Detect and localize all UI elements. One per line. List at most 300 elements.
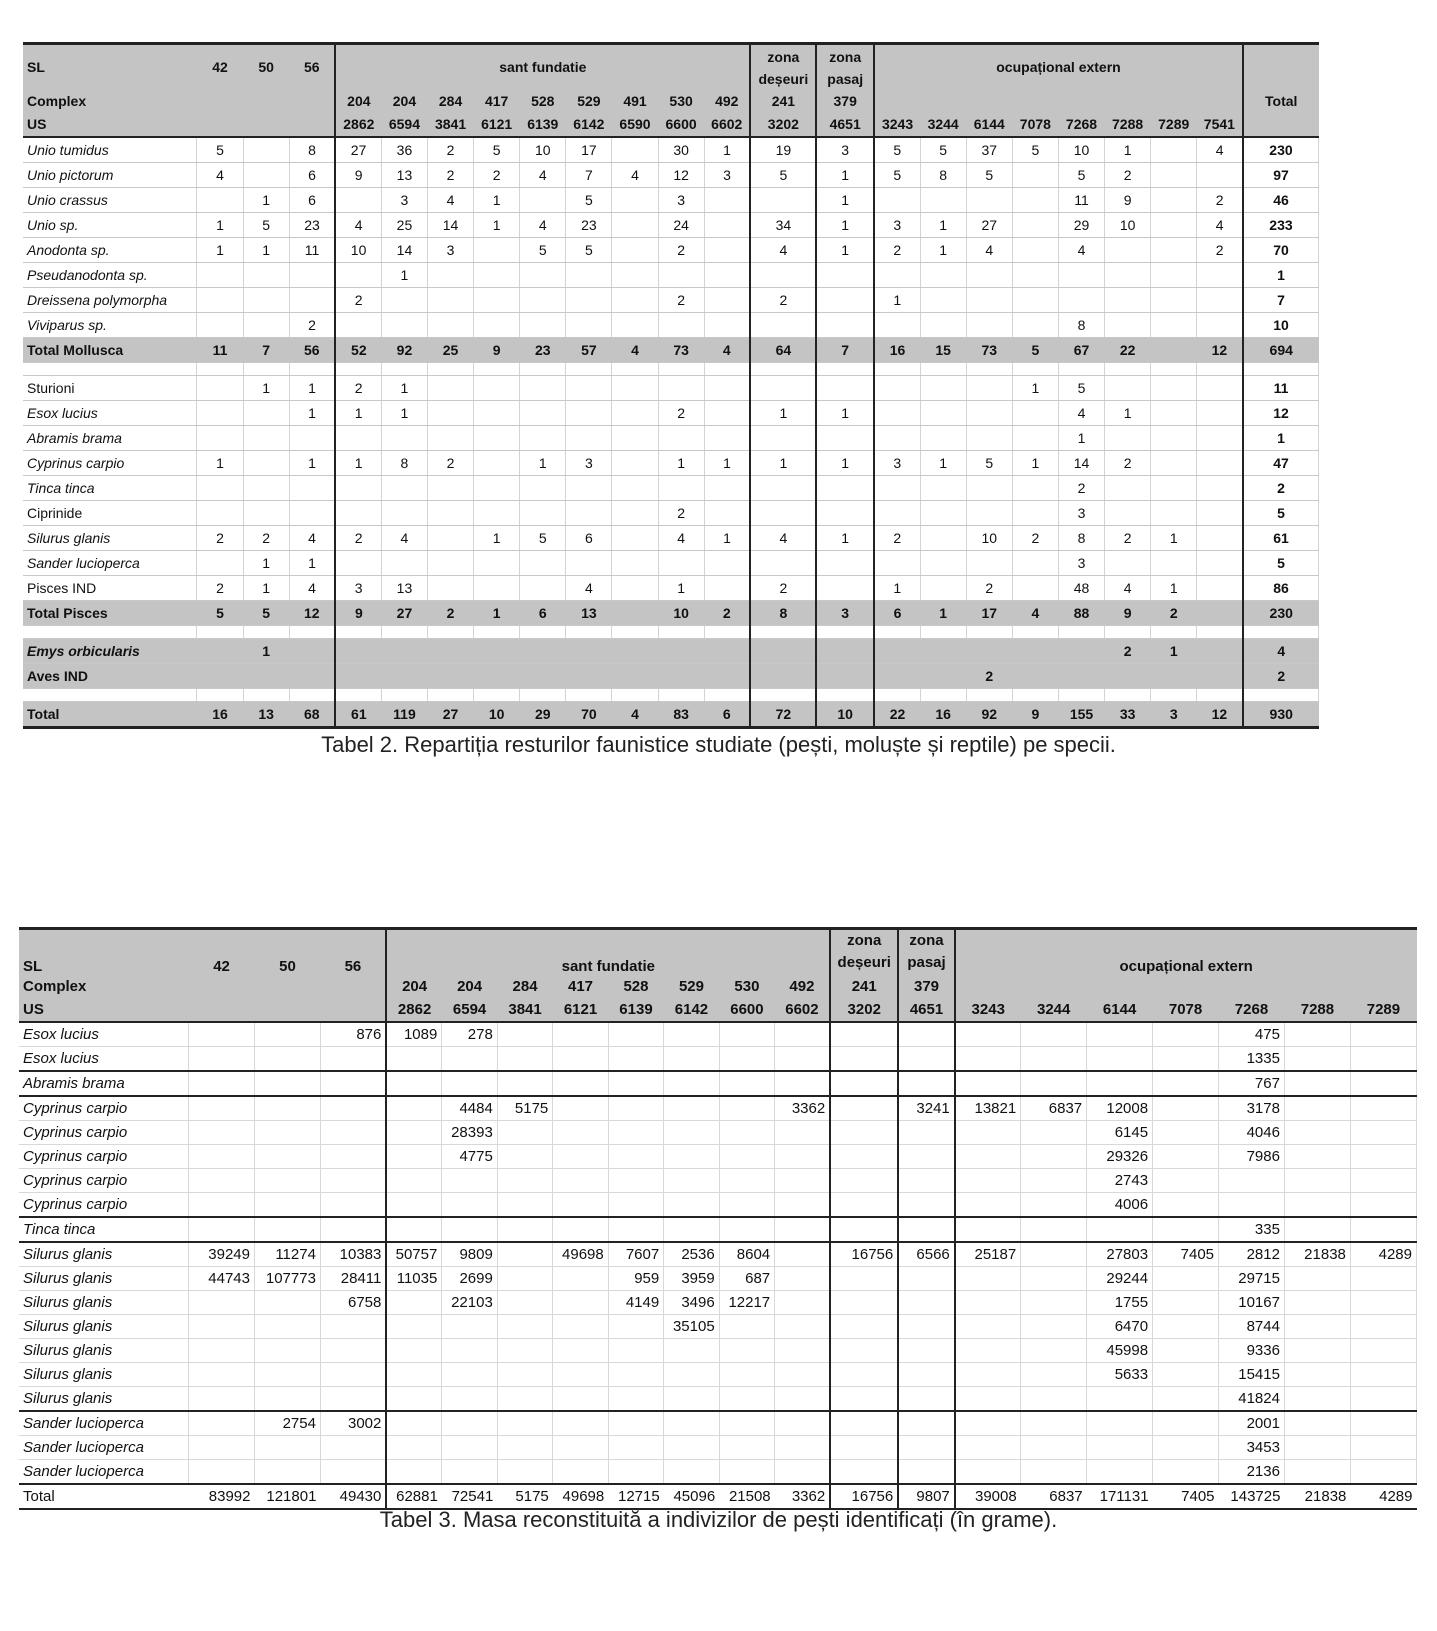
t2-empty xyxy=(474,362,520,375)
t2-empty xyxy=(428,625,474,638)
t3-row-cell xyxy=(608,1168,663,1192)
t2-empty xyxy=(1012,688,1058,701)
t2-row-cell xyxy=(197,287,243,312)
t3-row-cell xyxy=(719,1362,774,1386)
t3-row xyxy=(19,1217,1417,1242)
t2-row-cell xyxy=(1151,475,1197,500)
t2-row-cell: 1 xyxy=(658,575,704,600)
t3-row-cell: 1755 xyxy=(1087,1290,1153,1314)
t3-row-cell xyxy=(1284,1046,1350,1071)
t3-row-cell xyxy=(608,1192,663,1217)
t2-row-cell xyxy=(520,400,566,425)
t2-row-cell xyxy=(428,375,474,400)
t3-row-cell: 9336 xyxy=(1219,1338,1285,1362)
t3-sl-col: 42 xyxy=(189,929,255,975)
t2-row-cell: 1 xyxy=(816,525,874,550)
t2-row-cell: 1 xyxy=(1151,638,1197,663)
t3-sl-col: 50 xyxy=(255,929,321,975)
t2-row-cell: 16 xyxy=(920,701,966,727)
t2-row-cell xyxy=(1058,287,1104,312)
t2-row-cell xyxy=(704,500,750,525)
t3-row-cell xyxy=(386,1096,441,1121)
t2-row-cell: 23 xyxy=(520,337,566,362)
t3-row-cell xyxy=(320,1338,386,1362)
t2-row-cell xyxy=(520,500,566,525)
t3-row-cell xyxy=(1087,1435,1153,1459)
t2-total-label: Total xyxy=(1243,90,1319,113)
t3-row-cell xyxy=(1087,1046,1153,1071)
t3-row-cell xyxy=(1350,1362,1416,1386)
t2-row-cell: 1 xyxy=(816,187,874,212)
t2-row-cell xyxy=(1197,425,1243,450)
t2-row-cell: 14 xyxy=(1058,450,1104,475)
t3-row-cell xyxy=(497,1411,552,1436)
t2-empty xyxy=(816,362,874,375)
t2-row-cell xyxy=(1012,312,1058,337)
t2-row-cell xyxy=(289,262,335,287)
t3-row-cell xyxy=(1021,1362,1087,1386)
t3-row-cell xyxy=(1350,1314,1416,1338)
t3-row-cell xyxy=(1153,1192,1219,1217)
t2-row-cell: 25 xyxy=(381,212,427,237)
t2-empty xyxy=(474,688,520,701)
t3-row-cell xyxy=(1350,1071,1416,1096)
t2-row-cell xyxy=(197,425,243,450)
t2-row-cell: 3 xyxy=(816,137,874,163)
t2-row-cell: 1 xyxy=(816,237,874,262)
t3-row-cell xyxy=(830,1096,898,1121)
t2-spacer-row xyxy=(23,688,1319,701)
t3-row-cell xyxy=(830,1071,898,1096)
t2-row-cell xyxy=(1151,162,1197,187)
t2-row-cell xyxy=(704,638,750,663)
t2-row-cell: 930 xyxy=(1243,701,1319,727)
t2-row-cell: 8 xyxy=(750,600,816,625)
t3-row-cell xyxy=(189,1071,255,1096)
t3-row-cell xyxy=(775,1217,831,1242)
t2-row-cell: 1 xyxy=(920,237,966,262)
t2-row-cell xyxy=(1105,237,1151,262)
t2-row xyxy=(23,287,1319,312)
t3-row-cell: 11274 xyxy=(255,1242,321,1267)
t2-row-cell: 2 xyxy=(1012,525,1058,550)
t2-row-cell xyxy=(1012,162,1058,187)
t3-row-cell xyxy=(497,1242,552,1267)
t2-row-cell xyxy=(612,287,658,312)
t2-row-cell: 12 xyxy=(1243,400,1319,425)
t3-row-cell xyxy=(830,1217,898,1242)
t3-us-col: 7078 xyxy=(1153,998,1219,1022)
t2-row-cell xyxy=(474,663,520,688)
t2-row-name: Unio tumidus xyxy=(23,137,197,163)
t2-row-cell: 86 xyxy=(1243,575,1319,600)
t2-row-cell xyxy=(335,550,381,575)
t2-row-cell xyxy=(704,375,750,400)
t3-row-cell xyxy=(1284,1386,1350,1411)
t3-row-cell xyxy=(442,1459,497,1484)
t2-row-cell: 4 xyxy=(1012,600,1058,625)
t3-row-cell: 3362 xyxy=(775,1096,831,1121)
t2-row-cell xyxy=(289,425,335,450)
t2-row-cell: 5 xyxy=(243,600,289,625)
t3-row-cell: 2754 xyxy=(255,1411,321,1436)
t3-us-col: 6144 xyxy=(1087,998,1153,1022)
t2-empty xyxy=(966,688,1012,701)
t3-row-cell xyxy=(608,1386,663,1411)
t2-complex-col: 529 xyxy=(566,90,612,113)
t2-row-cell xyxy=(750,425,816,450)
t2-row-cell: 11 xyxy=(1243,375,1319,400)
t3-row-name: Sander lucioperca xyxy=(19,1459,189,1484)
t3-row-cell xyxy=(898,1266,955,1290)
t2-row-cell: 2 xyxy=(1105,450,1151,475)
t2-row-cell xyxy=(474,237,520,262)
t2-row-cell xyxy=(1012,575,1058,600)
t3-complex-col: 204 xyxy=(442,975,497,998)
t2-row-cell: 2 xyxy=(750,287,816,312)
t2-row-cell: 47 xyxy=(1243,450,1319,475)
t3-row-cell xyxy=(386,1046,441,1071)
t3-row-cell xyxy=(189,1411,255,1436)
t3-row-cell xyxy=(1153,1217,1219,1242)
t2-row-cell xyxy=(1197,638,1243,663)
t2-row-cell xyxy=(920,475,966,500)
t2-row-name: Sander lucioperca xyxy=(23,550,197,575)
t2-row-cell xyxy=(197,638,243,663)
t3-row-cell xyxy=(497,1314,552,1338)
t2-row-cell: 22 xyxy=(874,701,920,727)
t2-row-name: Viviparus sp. xyxy=(23,312,197,337)
t2-row-name: Total xyxy=(23,701,197,727)
t2-row-cell xyxy=(1197,575,1243,600)
t2-empty xyxy=(197,113,243,137)
t2-row-cell: 3 xyxy=(381,187,427,212)
t3-row-cell xyxy=(386,1071,441,1096)
t2-row-cell xyxy=(966,287,1012,312)
t2-row-cell: 1 xyxy=(289,450,335,475)
t2-us-col: 7289 xyxy=(1151,113,1197,137)
t3-row-cell xyxy=(1021,1144,1087,1168)
t2-us-col: 6121 xyxy=(474,113,520,137)
t3-row-cell xyxy=(497,1144,552,1168)
t2-empty xyxy=(1012,625,1058,638)
t2-row-cell xyxy=(816,550,874,575)
t3-row-cell: 7986 xyxy=(1219,1144,1285,1168)
t2-row-cell: 2 xyxy=(658,500,704,525)
t3-us-label: US xyxy=(19,998,189,1022)
t2-row-cell xyxy=(197,550,243,575)
t2-empty xyxy=(966,362,1012,375)
t2-row-cell xyxy=(1151,425,1197,450)
t2-row-cell: 2 xyxy=(658,400,704,425)
t3-row-cell xyxy=(189,1144,255,1168)
t2-row-cell: 1 xyxy=(289,375,335,400)
t2-empty xyxy=(750,362,816,375)
t2-row-cell: 13 xyxy=(381,575,427,600)
t3-row-cell: 2001 xyxy=(1219,1411,1285,1436)
t2-row-cell xyxy=(874,500,920,525)
t3-row-cell xyxy=(1153,1362,1219,1386)
t2-row-cell xyxy=(750,475,816,500)
t2-row-cell xyxy=(1012,475,1058,500)
t2-row-cell: 1 xyxy=(1243,425,1319,450)
t3-row-cell: 21838 xyxy=(1284,1242,1350,1267)
t3-row-cell xyxy=(497,1046,552,1071)
t2-empty xyxy=(197,625,243,638)
t2-row-cell: 1 xyxy=(704,525,750,550)
t3-row-cell xyxy=(898,1046,955,1071)
t3-row-cell xyxy=(553,1022,608,1047)
t2-row-cell xyxy=(566,262,612,287)
t2-row-cell: 11 xyxy=(1058,187,1104,212)
t2-row-cell xyxy=(1197,262,1243,287)
t3-row-cell xyxy=(608,1459,663,1484)
t3-row-cell: 83992 xyxy=(189,1484,255,1509)
t2-row-cell: 4 xyxy=(612,701,658,727)
t2-row-cell xyxy=(197,663,243,688)
t3-row-cell: 22103 xyxy=(442,1290,497,1314)
t3-row-cell xyxy=(608,1411,663,1436)
t2-row-cell: 1 xyxy=(750,400,816,425)
t2-row-cell xyxy=(1012,400,1058,425)
t3-row-cell: 12715 xyxy=(608,1484,663,1509)
t3-row-cell xyxy=(955,1022,1021,1047)
t2-row-cell: 1 xyxy=(381,262,427,287)
t2-empty xyxy=(1197,362,1243,375)
t2-row-cell: 1 xyxy=(381,375,427,400)
t2-row-cell: 7 xyxy=(243,337,289,362)
t3-row-cell xyxy=(608,1435,663,1459)
t2-row-cell xyxy=(1151,500,1197,525)
t2-row-cell xyxy=(750,550,816,575)
t2-row xyxy=(23,187,1319,212)
t2-row-cell xyxy=(381,663,427,688)
t2-complex-col: 491 xyxy=(612,90,658,113)
t3-row-cell xyxy=(664,1386,719,1411)
t2-row-cell xyxy=(658,312,704,337)
t2-row-cell xyxy=(658,663,704,688)
t2-row-name: Sturioni xyxy=(23,375,197,400)
t2-row-cell: 12 xyxy=(658,162,704,187)
t2-us-col: 3202 xyxy=(750,113,816,137)
t2-row-cell: 1 xyxy=(1012,375,1058,400)
t2-row-cell: 1 xyxy=(474,212,520,237)
t3-row-cell xyxy=(442,1386,497,1411)
t3-row-cell xyxy=(1350,1192,1416,1217)
t2-row-cell: 1 xyxy=(1151,575,1197,600)
t2-empty xyxy=(335,688,381,701)
t3-row-cell xyxy=(255,1217,321,1242)
t2-row-cell xyxy=(566,375,612,400)
t2-row-cell: 2 xyxy=(1058,475,1104,500)
t3-row-cell: 39249 xyxy=(189,1242,255,1267)
t2-row-cell xyxy=(704,575,750,600)
t3-row-cell xyxy=(497,1071,552,1096)
t2-row-cell: 64 xyxy=(750,337,816,362)
t2-row-name: Unio sp. xyxy=(23,212,197,237)
t2-row-cell xyxy=(566,475,612,500)
t3-complex-col: 284 xyxy=(497,975,552,998)
t2-row-cell: 72 xyxy=(750,701,816,727)
t2-row-cell xyxy=(920,575,966,600)
t3-row-cell: 6566 xyxy=(898,1242,955,1267)
t2-row-cell: 8 xyxy=(289,137,335,163)
t3-row-cell xyxy=(1284,1144,1350,1168)
t3-row-cell xyxy=(830,1459,898,1484)
t2-row-cell xyxy=(1012,187,1058,212)
t2-row-cell xyxy=(335,187,381,212)
t2-row-cell: 1 xyxy=(1058,425,1104,450)
t2-row-cell xyxy=(612,575,658,600)
t2-row-cell xyxy=(566,287,612,312)
t2-row-cell xyxy=(1197,550,1243,575)
t2-row-cell xyxy=(335,312,381,337)
t3-row xyxy=(19,1362,1417,1386)
t3-row-cell xyxy=(442,1217,497,1242)
t2-row-cell: 4 xyxy=(966,237,1012,262)
t3-row-cell xyxy=(608,1217,663,1242)
t2-empty xyxy=(874,90,1243,113)
t3-empty xyxy=(189,975,255,998)
t2-sl-col: 42 xyxy=(197,44,243,90)
t2-row-cell xyxy=(816,500,874,525)
t2-empty xyxy=(874,362,920,375)
t2-empty xyxy=(197,688,243,701)
t3-row-cell xyxy=(189,1386,255,1411)
t3-row xyxy=(19,1192,1417,1217)
t3-row xyxy=(19,1484,1417,1509)
t3-row-cell xyxy=(497,1217,552,1242)
t2-row-cell xyxy=(566,400,612,425)
t3-row-cell xyxy=(955,1435,1021,1459)
t2-row-cell: 1 xyxy=(243,237,289,262)
t2-row-cell: 48 xyxy=(1058,575,1104,600)
t3-row-cell: 29715 xyxy=(1219,1266,1285,1290)
t2-complex-col: 204 xyxy=(381,90,427,113)
t2-row-cell xyxy=(1197,287,1243,312)
t3-row-cell xyxy=(719,1168,774,1192)
t3-header-row-complex xyxy=(19,975,1417,998)
t2-row-name: Pseudanodonta sp. xyxy=(23,262,197,287)
t2-empty xyxy=(874,625,920,638)
t3-row-cell: 7405 xyxy=(1153,1242,1219,1267)
t3-us-col: 6121 xyxy=(553,998,608,1022)
t2-row-cell xyxy=(335,262,381,287)
t2-empty xyxy=(289,625,335,638)
t2-row-cell xyxy=(704,475,750,500)
t3-row-cell xyxy=(719,1120,774,1144)
t2-row-cell: 27 xyxy=(966,212,1012,237)
t2-row-cell xyxy=(566,312,612,337)
t3-row-cell: 3496 xyxy=(664,1290,719,1314)
t3-row-cell xyxy=(898,1411,955,1436)
t2-group-zona-deseuri-line-2: deșeuri xyxy=(758,70,809,87)
t2-row-cell: 10 xyxy=(966,525,1012,550)
t2-row-cell: 1 xyxy=(750,450,816,475)
t2-empty xyxy=(658,625,704,638)
t3-row-cell xyxy=(955,1362,1021,1386)
t3-row-cell: 3178 xyxy=(1219,1096,1285,1121)
t2-row-cell xyxy=(1197,375,1243,400)
t3-row-cell xyxy=(775,1120,831,1144)
t3-row-cell xyxy=(719,1411,774,1436)
t2-row-cell xyxy=(520,375,566,400)
t2-row-cell xyxy=(612,312,658,337)
t2-row-cell: 1 xyxy=(197,212,243,237)
t2-row-cell xyxy=(474,262,520,287)
t2-row-cell: 70 xyxy=(1243,237,1319,262)
t2-group-zona-deseuri xyxy=(750,44,816,90)
t2-row-cell: 1 xyxy=(197,237,243,262)
t3-complex-col: 379 xyxy=(898,975,955,998)
t3-row-cell xyxy=(553,1459,608,1484)
t2-row-cell xyxy=(750,312,816,337)
t3-row-cell: 16756 xyxy=(830,1484,898,1509)
t3-row-cell xyxy=(1087,1411,1153,1436)
t2-row-cell xyxy=(1197,475,1243,500)
t3-row-cell xyxy=(775,1362,831,1386)
t3-row-cell xyxy=(830,1022,898,1047)
t2-row-cell: 4 xyxy=(612,162,658,187)
t3-row-cell xyxy=(1087,1217,1153,1242)
t3-row-cell xyxy=(1350,1338,1416,1362)
t3-row-cell xyxy=(497,1192,552,1217)
t3-row xyxy=(19,1144,1417,1168)
t2-row-cell: 1 xyxy=(1243,262,1319,287)
t2-row-cell: 694 xyxy=(1243,337,1319,362)
t3-us-col: 3202 xyxy=(830,998,898,1022)
t3-row-cell xyxy=(1350,1411,1416,1436)
t3-row-cell xyxy=(189,1362,255,1386)
t2-row-name: Anodonta sp. xyxy=(23,237,197,262)
t2-us-col: 4651 xyxy=(816,113,874,137)
t2-empty xyxy=(243,90,289,113)
t3-row xyxy=(19,1386,1417,1411)
t2-row-cell: 1 xyxy=(381,400,427,425)
t2-row-cell: 83 xyxy=(658,701,704,727)
t2-row-cell xyxy=(474,575,520,600)
t3-row-cell xyxy=(255,1459,321,1484)
t2-empty xyxy=(566,688,612,701)
t2-row-cell: 2 xyxy=(966,663,1012,688)
t3-row-cell xyxy=(955,1217,1021,1242)
t2-row-cell: 97 xyxy=(1243,162,1319,187)
t2-row-cell: 1 xyxy=(1012,450,1058,475)
t2-complex-label: Complex xyxy=(23,90,197,113)
t3-row xyxy=(19,1022,1417,1047)
t2-row-cell: 1 xyxy=(1151,525,1197,550)
t3-row-cell xyxy=(1284,1290,1350,1314)
t3-us-col: 6139 xyxy=(608,998,663,1022)
t3-row-cell xyxy=(1284,1192,1350,1217)
t2-row xyxy=(23,337,1319,362)
t3-row-cell xyxy=(664,1362,719,1386)
t3-row-cell xyxy=(1153,1338,1219,1362)
t3-row-cell xyxy=(553,1120,608,1144)
t3-row-cell: 121801 xyxy=(255,1484,321,1509)
t3-row-cell xyxy=(664,1192,719,1217)
t3-row-cell xyxy=(553,1046,608,1071)
t3-row-name: Cyprinus carpio xyxy=(19,1144,189,1168)
t3-row-cell: 44743 xyxy=(189,1266,255,1290)
t2-row-cell xyxy=(474,550,520,575)
t3-row-cell xyxy=(1021,1071,1087,1096)
t3-row-cell xyxy=(553,1411,608,1436)
t3-header-row-sl xyxy=(19,929,1417,975)
t2-row-cell: 22 xyxy=(1105,337,1151,362)
t3-row-cell xyxy=(255,1120,321,1144)
t3-row-cell xyxy=(608,1314,663,1338)
